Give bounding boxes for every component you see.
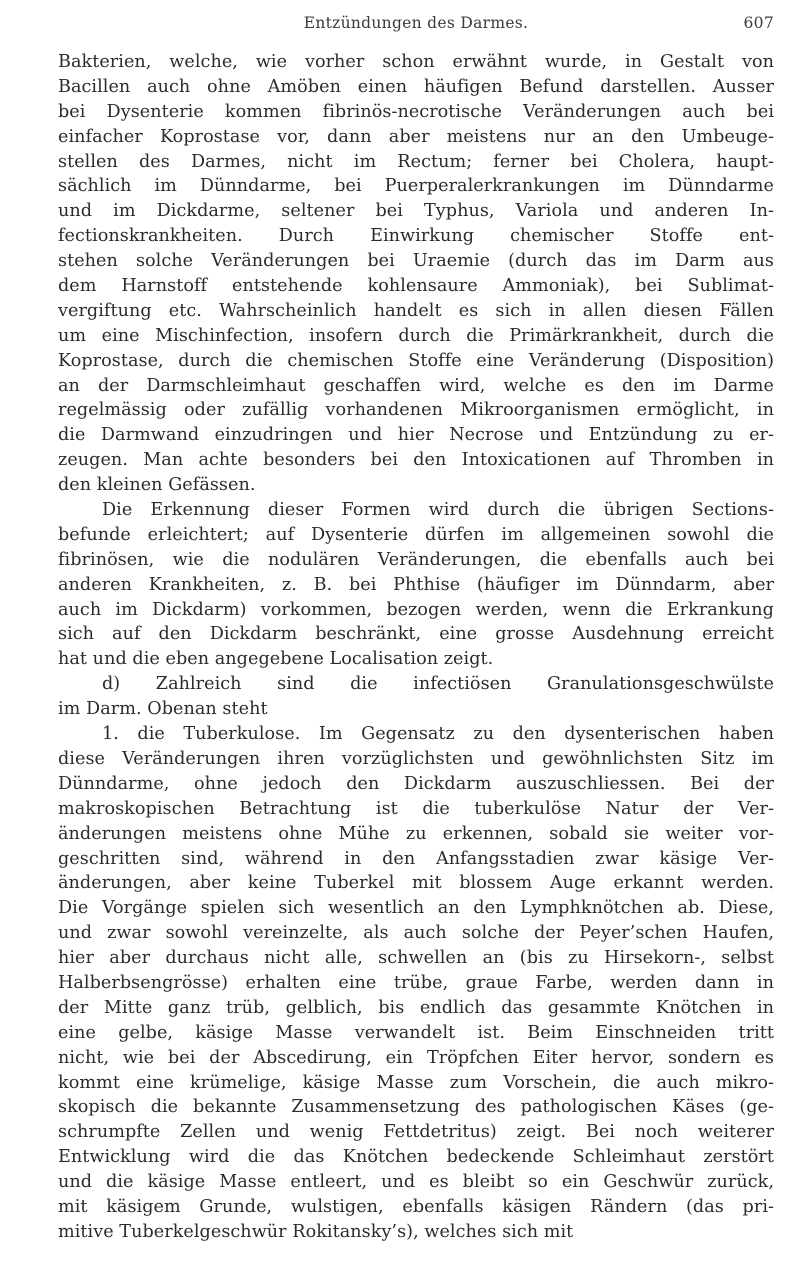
text-line: Bakterien, welche, wie vorher schon erwähnt wurde, in Gestalt von <box>58 52 774 72</box>
text-line: um eine Mischinfection, insofern durch die Primärkrankheit, durch die <box>58 325 774 346</box>
text-line: Halberbsengrösse) erhalten eine trübe, graue Farbe, werden dann in <box>58 972 774 993</box>
text-line: der Mitte ganz trüb, gelblich, bis endlich das gesammte Knötchen in <box>58 997 774 1018</box>
text-line: Die Erkennung dieser Formen wird durch die übrigen Sections- <box>102 500 774 521</box>
text-line: mit käsigem Grunde, wulstigen, ebenfalls käsigen Rändern (das pri- <box>58 1196 774 1217</box>
text-line: und die käsige Masse entleert, und es bleibt so ein Geschwür zurück, <box>58 1172 774 1193</box>
body-text <box>58 50 774 1245</box>
text-line: nicht, wie bei der Abscedirung, ein Tröpfchen Eiter hervor, sondern es <box>58 1047 774 1068</box>
text-line: Dünndarme, ohne jedoch den Dickdarm auszuschliessen. Bei der <box>58 773 774 794</box>
running-title: Entzündungen des Darmes. <box>303 14 529 32</box>
text-line: makroskopischen Betrachtung ist die tuberkulöse Natur der Ver- <box>58 798 774 819</box>
text-line: d) Zahlreich sind die infectiösen Granulationsgeschwülste <box>102 674 774 695</box>
text-line: hier aber durchaus nicht alle, schwellen an (bis zu Hirsekorn-, selbst <box>58 948 774 969</box>
text-line: diese Veränderungen ihren vorzüglichsten und gewöhnlichsten Sitz im <box>58 748 774 769</box>
text-line: an der Darmschleimhaut geschaffen wird, welche es den im Darme <box>58 375 774 396</box>
text-line: einfacher Koprostase vor, dann aber meistens nur an den Umbeuge- <box>58 126 774 147</box>
text-line: stehen solche Veränderungen bei Uraemie (durch das im Darm aus <box>58 251 774 272</box>
text-line: den kleinen Gefässen. <box>58 475 256 496</box>
text-line: anderen Krankheiten, z. B. bei Phthise (häufiger im Dünndarm, aber <box>58 574 774 595</box>
text-line: vergiftung etc. Wahrscheinlich handelt es sich in allen diesen Fällen <box>58 300 774 321</box>
text-line: änderungen, aber keine Tuberkel mit blossem Auge erkannt werden. <box>58 873 774 894</box>
page-number: 607 <box>743 14 774 32</box>
text-line: Die Vorgänge spielen sich wesentlich an den Lymphknötchen ab. Diese, <box>58 898 774 919</box>
document-page <box>58 14 774 1245</box>
running-header <box>58 14 774 40</box>
text-line: sich auf den Dickdarm beschränkt, eine grosse Ausdehnung erreicht <box>58 624 774 645</box>
text-line: sächlich im Dünndarme, bei Puerperalerkrankungen im Dünndarme <box>58 176 774 197</box>
text-line: Entwicklung wird die das Knötchen bedeckende Schleimhaut zerstört <box>58 1147 774 1168</box>
text-line: fectionskrankheiten. Durch Einwirkung chemischer Stoffe ent- <box>58 226 774 247</box>
text-line: Bacillen auch ohne Amöben einen häufigen Befund darstellen. Ausser <box>58 76 774 97</box>
text-line: und im Dickdarme, seltener bei Typhus, Variola und anderen In- <box>58 201 774 222</box>
text-line: bei Dysenterie kommen fibrinös-necrotische Veränderungen auch bei <box>58 101 774 122</box>
text-line: befunde erleichtert; auf Dysenterie dürfen im allgemeinen sowohl die <box>58 524 774 545</box>
text-line: regelmässig oder zufällig vorhandenen Mikroorganismen ermöglicht, in <box>58 400 774 421</box>
text-line: 1. die Tuberkulose. Im Gegensatz zu den dysenterischen haben <box>102 724 774 745</box>
text-line: eine gelbe, käsige Masse verwandelt ist. Beim Einschneiden tritt <box>58 1022 774 1043</box>
text-line: die Darmwand einzudringen und hier Necrose und Entzündung zu er- <box>58 425 774 446</box>
text-line: zeugen. Man achte besonders bei den Intoxicationen auf Thromben in <box>58 450 774 471</box>
text-line: kommt eine krümelige, käsige Masse zum Vorschein, die auch mikro- <box>58 1072 774 1093</box>
text-line: im Darm. Obenan steht <box>58 699 268 720</box>
text-line: geschritten sind, während in den Anfangsstadien zwar käsige Ver- <box>58 848 774 869</box>
text-line: hat und die eben angegebene Localisation zeigt. <box>58 649 494 670</box>
text-line: auch im Dickdarm) vorkommen, bezogen werden, wenn die Erkrankung <box>58 599 774 620</box>
text-line: Koprostase, durch die chemischen Stoffe eine Veränderung (Disposition) <box>58 350 774 371</box>
text-line: schrumpfte Zellen und wenig Fettdetritus) zeigt. Bei noch weiterer <box>58 1122 774 1143</box>
text-line: dem Harnstoff entstehende kohlensaure Ammoniak), bei Sublimat- <box>58 276 774 297</box>
text-line: mitive Tuberkelgeschwür Rokitansky’s), welches sich mit <box>58 1221 574 1242</box>
text-line: skopisch die bekannte Zusammensetzung des pathologischen Käses (ge- <box>58 1097 774 1118</box>
text-line: änderungen meistens ohne Mühe zu erkennen, sobald sie weiter vor- <box>58 823 774 844</box>
text-line: fibrinösen, wie die nodulären Veränderungen, die ebenfalls auch bei <box>58 549 774 570</box>
text-line: und zwar sowohl vereinzelte, als auch solche der Peyer’schen Haufen, <box>58 923 774 944</box>
text-line: stellen des Darmes, nicht im Rectum; ferner bei Cholera, haupt- <box>58 151 774 172</box>
